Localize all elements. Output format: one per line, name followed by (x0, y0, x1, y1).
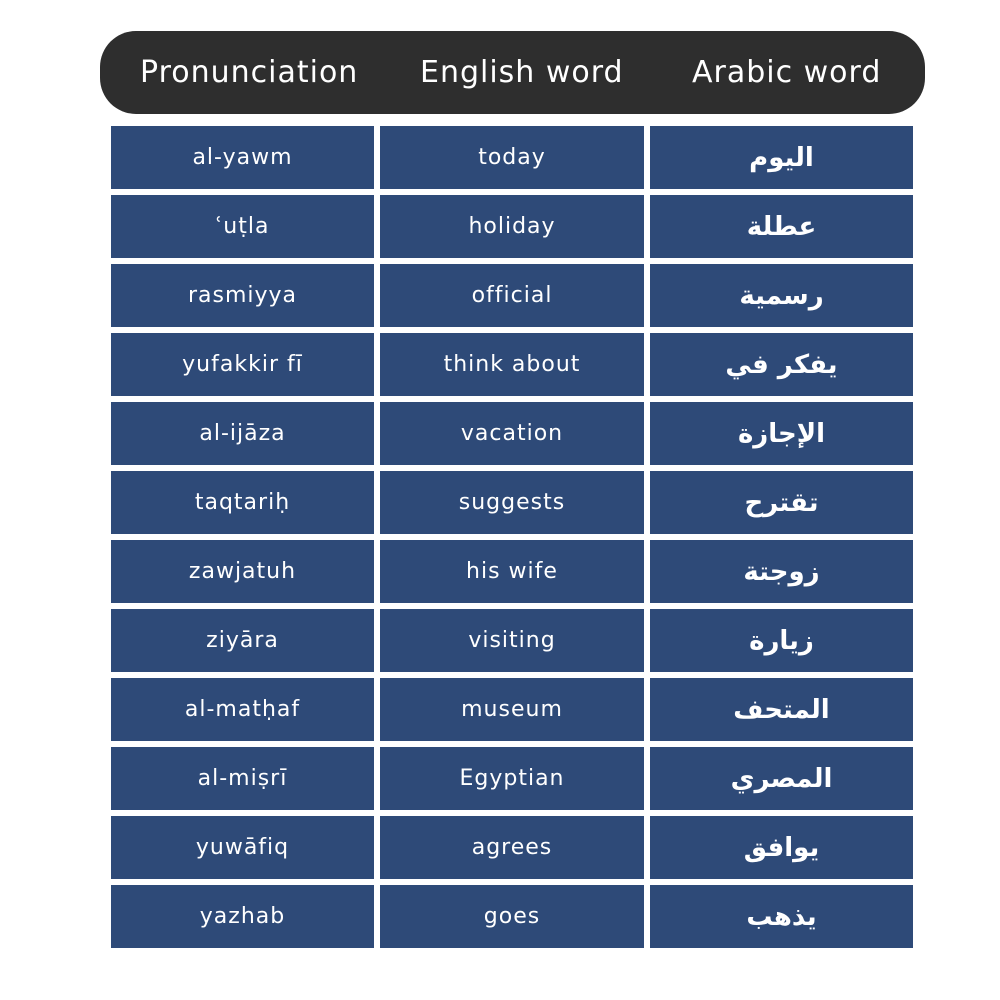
table-header (100, 31, 925, 114)
table-row (111, 747, 913, 810)
pronunciation-cell: al-yawm (111, 126, 374, 189)
pronunciation-cell: al-matḥaf (111, 678, 374, 741)
english-cell: suggests (380, 471, 644, 534)
pronunciation-cell: taqtariḥ (111, 471, 374, 534)
arabic-cell: عطلة (650, 195, 913, 258)
arabic-cell: المتحف (650, 678, 913, 741)
pronunciation-cell: yuwāfiq (111, 816, 374, 879)
pronunciation-cell: yufakkir fī (111, 333, 374, 396)
pronunciation-cell: ziyāra (111, 609, 374, 672)
table-row (111, 264, 913, 327)
english-cell: goes (380, 885, 644, 948)
table-row (111, 195, 913, 258)
english-cell: today (380, 126, 644, 189)
arabic-cell: المصري (650, 747, 913, 810)
pronunciation-cell: al-ijāza (111, 402, 374, 465)
english-cell: museum (380, 678, 644, 741)
header-arabic-word: Arabic word (692, 55, 882, 90)
pronunciation-cell: yazhab (111, 885, 374, 948)
table-row (111, 540, 913, 603)
arabic-cell: اليوم (650, 126, 913, 189)
table-row (111, 885, 913, 948)
arabic-cell: يوافق (650, 816, 913, 879)
english-cell: agrees (380, 816, 644, 879)
english-cell: official (380, 264, 644, 327)
arabic-cell: زوجتة (650, 540, 913, 603)
english-cell: think about (380, 333, 644, 396)
table-row (111, 333, 913, 396)
table-row (111, 126, 913, 189)
arabic-cell: يذهب (650, 885, 913, 948)
arabic-cell: رسمية (650, 264, 913, 327)
table-row (111, 609, 913, 672)
english-cell: holiday (380, 195, 644, 258)
english-cell: vacation (380, 402, 644, 465)
arabic-cell: يفكر في (650, 333, 913, 396)
arabic-cell: زيارة (650, 609, 913, 672)
table-row (111, 471, 913, 534)
table-row (111, 402, 913, 465)
english-cell: his wife (380, 540, 644, 603)
pronunciation-cell: ʿuṭla (111, 195, 374, 258)
arabic-cell: الإجازة (650, 402, 913, 465)
pronunciation-cell: rasmiyya (111, 264, 374, 327)
arabic-cell: تقترح (650, 471, 913, 534)
english-cell: Egyptian (380, 747, 644, 810)
header-english-word: English word (420, 55, 624, 90)
vocabulary-table (111, 126, 913, 954)
table-row (111, 816, 913, 879)
table-row (111, 678, 913, 741)
english-cell: visiting (380, 609, 644, 672)
pronunciation-cell: zawjatuh (111, 540, 374, 603)
pronunciation-cell: al-miṣrī (111, 747, 374, 810)
header-pronunciation: Pronunciation (140, 55, 359, 90)
